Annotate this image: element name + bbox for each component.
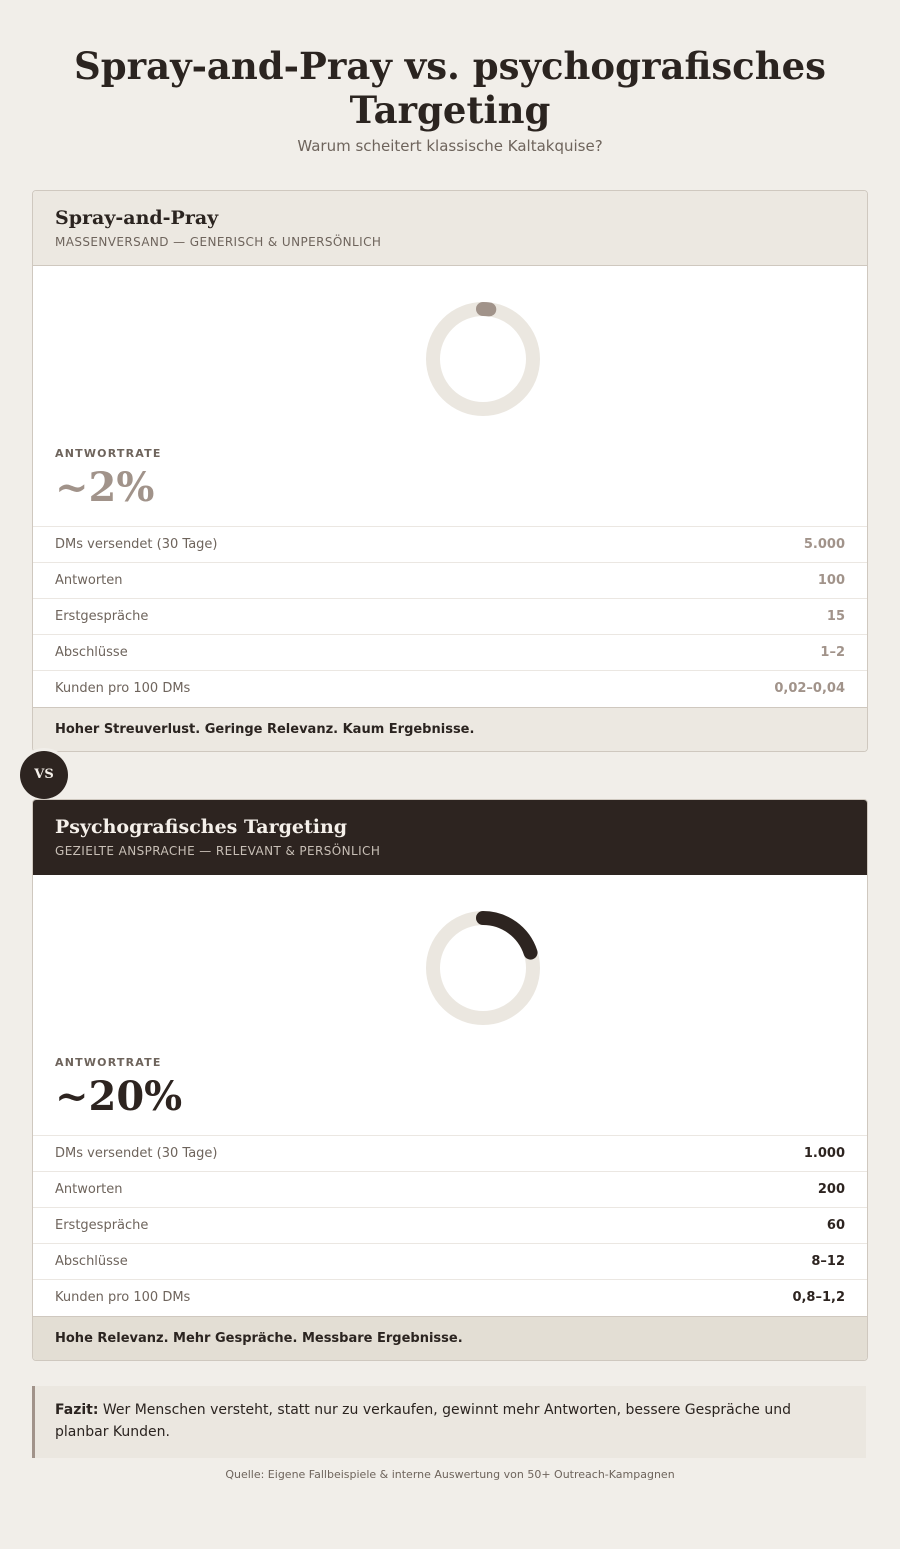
table-row [33,670,867,706]
card-footer-text: Hoher Streuverlust. Geringe Relevanz. Kaum Ergebnisse. [55,722,475,737]
table-row [33,598,867,634]
donut-track [433,309,533,409]
response-rate-donut [393,908,573,1028]
page-subtitle: Warum scheitert klassische Kaltakquise? [297,137,603,155]
table-row [33,1207,867,1243]
row-label: Kunden pro 100 DMs [55,681,191,696]
page-title: Spray-and-Pray vs. psychografisches Targeting [74,44,826,132]
row-value: 60 [826,1218,845,1233]
table-row [33,1243,867,1279]
psychographic-targeting-card [32,799,868,1361]
row-value: 1.000 [803,1146,845,1161]
row-value: 100 [817,573,845,588]
conclusion-text [55,1399,845,1443]
rate-value: ~2% [55,464,155,511]
row-label: Abschlüsse [55,645,128,660]
vs-label: VS [20,751,68,799]
table-row [33,634,867,670]
row-value: 8–12 [811,1254,845,1269]
donut-value-arc [483,918,531,953]
row-value: 0,02–0,04 [774,681,845,696]
conclusion-label: Fazit: [55,1402,99,1418]
conclusion-box [32,1386,866,1458]
row-label: Antworten [55,1182,123,1197]
card-title: Psychografisches Targeting [55,816,348,838]
row-label: Erstgespräche [55,609,149,624]
card-header [33,800,867,875]
row-value: 15 [826,609,845,624]
rate-value: ~20% [55,1073,183,1120]
rate-label: ANTWORTRATE [55,447,162,460]
conclusion-body: Wer Menschen versteht, statt nur zu verkaufen, gewinnt mehr Antworten, bessere Gespräche und planbar Kunden. [55,1402,792,1440]
table-row [33,1135,867,1171]
rate-label: ANTWORTRATE [55,1056,162,1069]
row-label: Erstgespräche [55,1218,149,1233]
row-value: 200 [817,1182,845,1197]
table-row [33,562,867,598]
card-tagline: GEZIELTE ANSPRACHE — RELEVANT & PERSÖNLICH [55,844,381,858]
vs-badge [17,748,71,802]
row-label: Abschlüsse [55,1254,128,1269]
row-label: Kunden pro 100 DMs [55,1290,191,1305]
card-tagline: MASSENVERSAND — GENERISCH & UNPERSÖNLICH [55,235,382,249]
row-value: 1–2 [820,645,845,660]
table-row [33,526,867,562]
card-footer [33,707,867,751]
metrics-table [33,1135,867,1315]
table-row [33,1171,867,1207]
row-label: DMs versendet (30 Tage) [55,537,218,552]
row-value: 0,8–1,2 [792,1290,845,1305]
row-value: 5.000 [803,537,845,552]
response-rate-donut [393,299,573,419]
card-footer [33,1316,867,1360]
source-note: Quelle: Eigene Fallbeispiele & interne Auswertung von 50+ Outreach-Kampagnen [225,1468,675,1481]
card-title: Spray-and-Pray [55,207,219,229]
row-label: Antworten [55,573,123,588]
metrics-table [33,526,867,706]
card-footer-text: Hohe Relevanz. Mehr Gespräche. Messbare Ergebnisse. [55,1331,463,1346]
card-header [33,191,867,266]
row-label: DMs versendet (30 Tage) [55,1146,218,1161]
table-row [33,1279,867,1315]
spray-and-pray-card [32,190,868,752]
